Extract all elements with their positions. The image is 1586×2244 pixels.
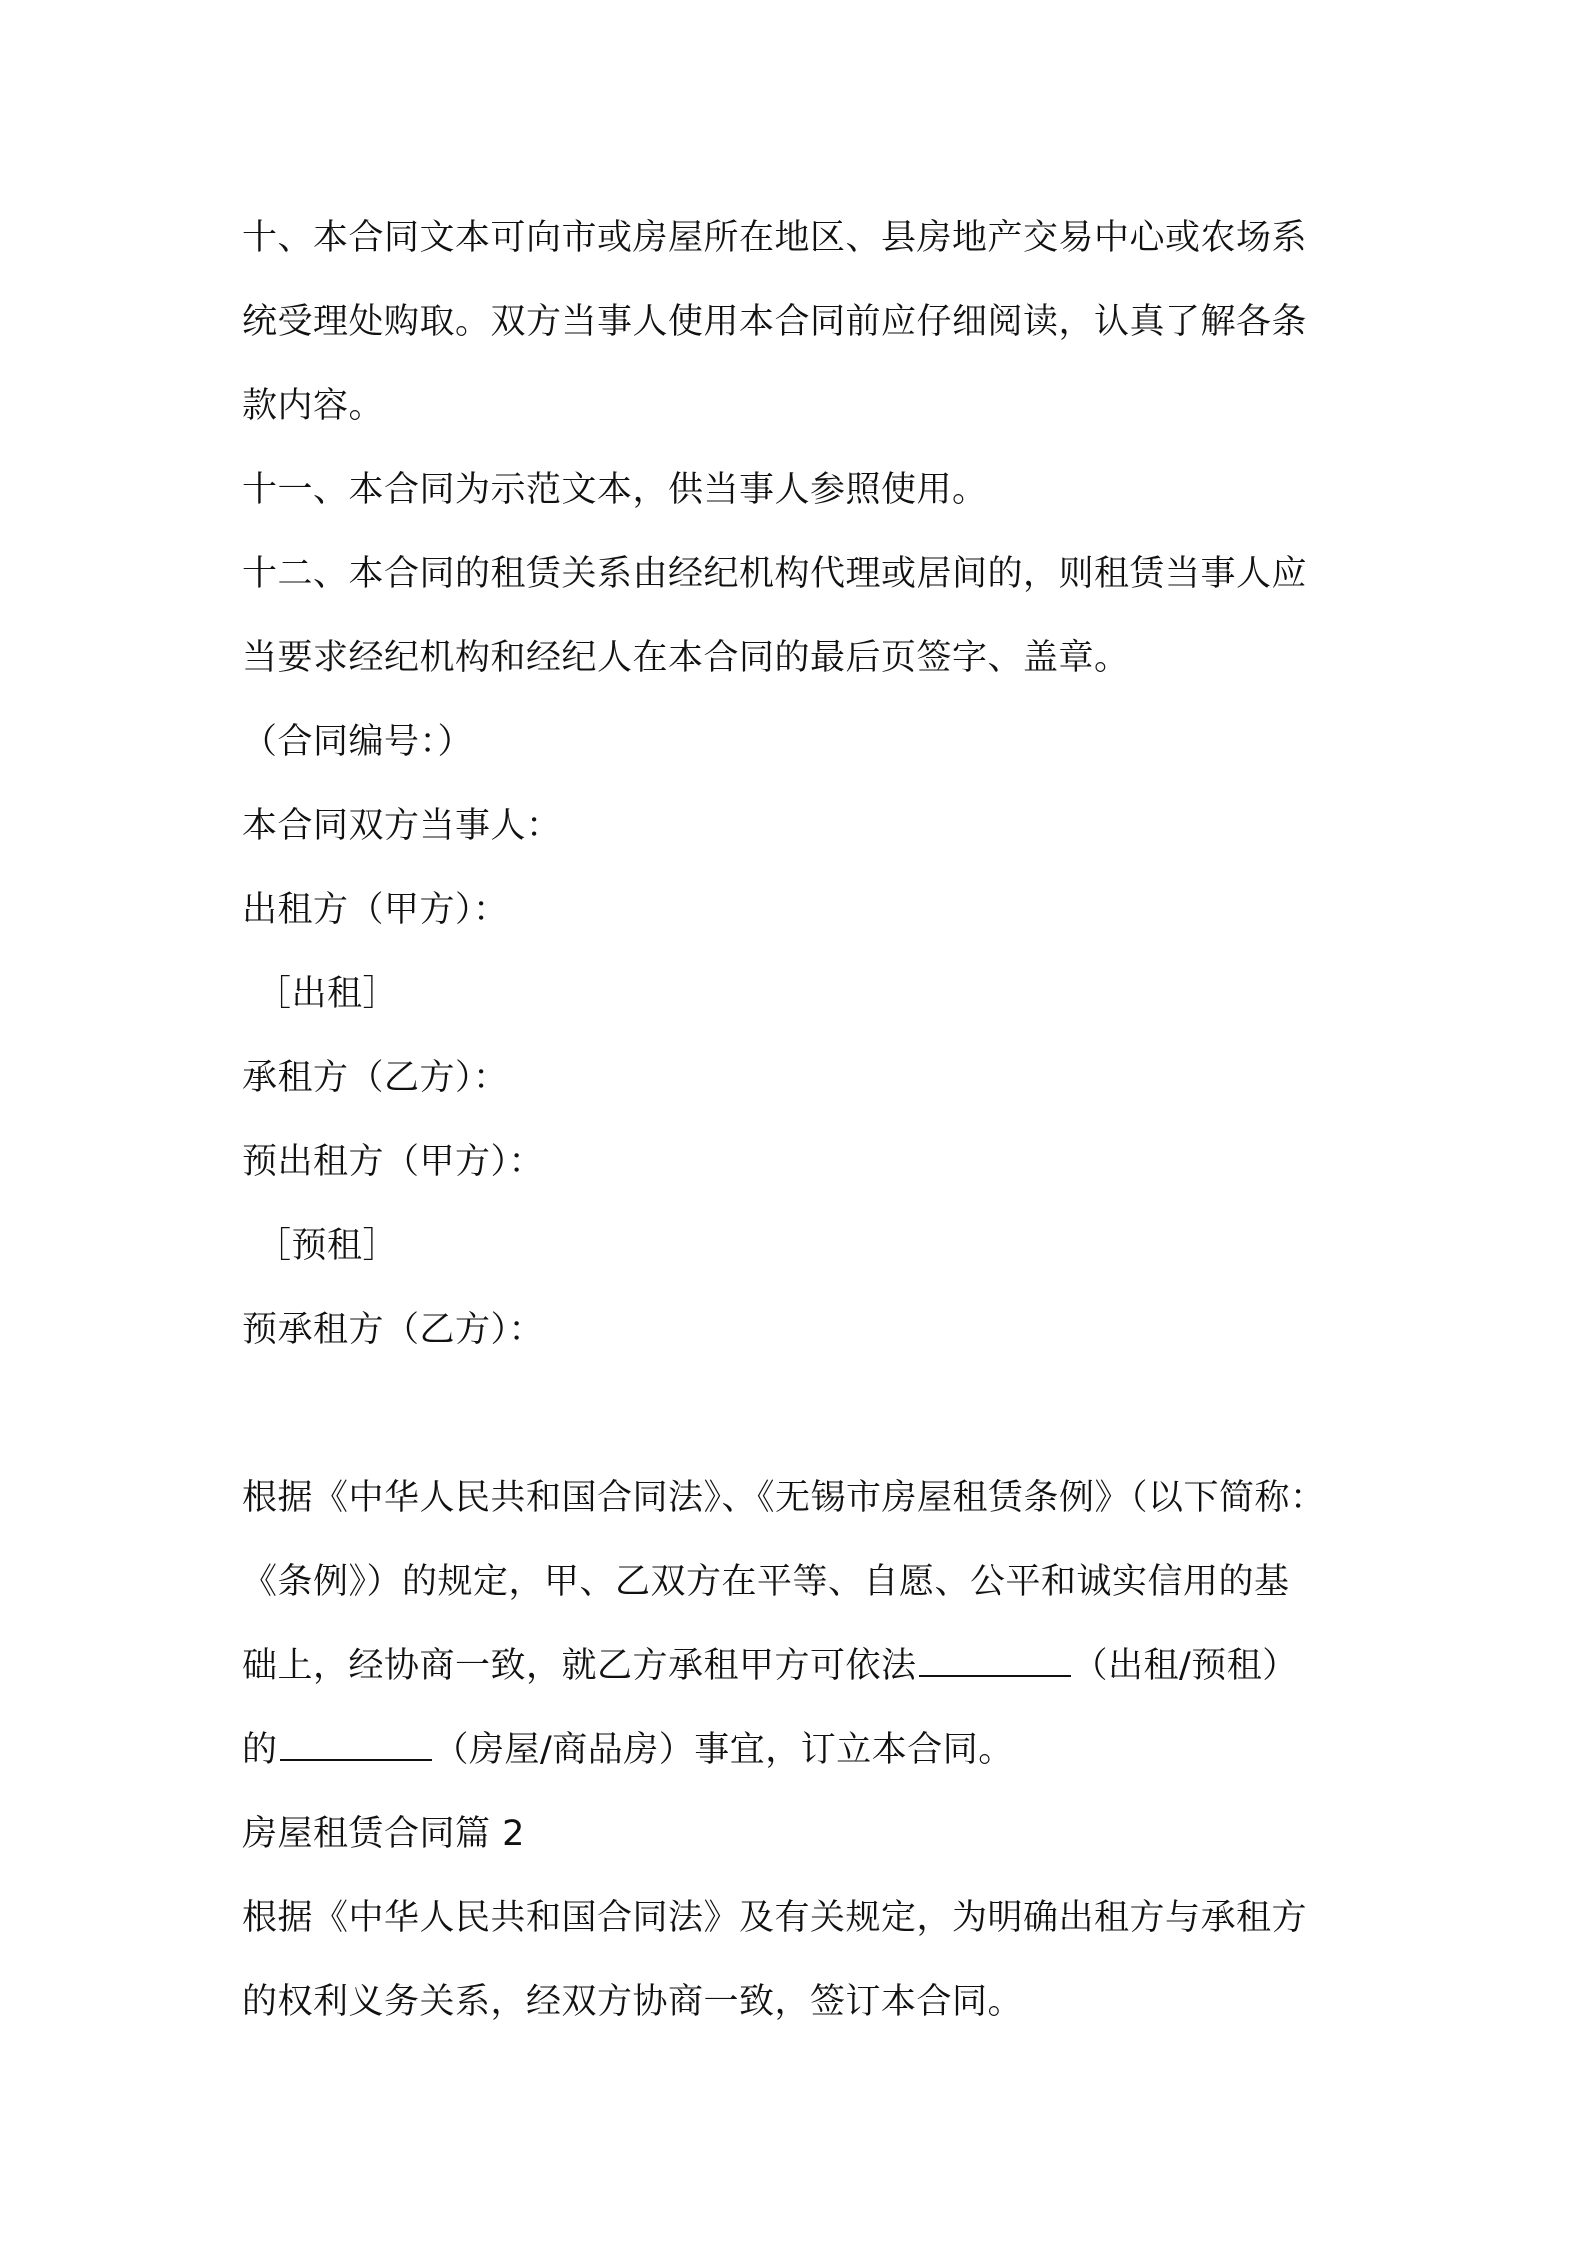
parties-heading: 本合同双方当事人： (242, 806, 562, 846)
clause-12-line-1: 十二、本合同的租赁关系由经纪机构代理或居间的，则租赁当事人应 (242, 554, 1308, 594)
preamble-line-1: 根据《中华人民共和国合同法》、《无锡市房屋租赁条例》（以下简称： (242, 1478, 1326, 1518)
lessor-label: 出租方（甲方）： (242, 890, 509, 930)
clause-12-line-2: 当要求经纪机构和经纪人在本合同的最后页签字、盖章。 (242, 638, 1130, 678)
contract-number: （合同编号：） (242, 722, 474, 762)
clause-10-line-3: 款内容。 (242, 386, 385, 426)
paragraph-gap (242, 1372, 1362, 1456)
lease-bracket-label: ［出租］ (256, 974, 399, 1014)
preamble-line-4-suffix: （房屋/商品房）事宜，订立本合同。 (433, 1730, 1014, 1770)
clause-10-line-2: 统受理处购取。双方当事人使用本合同前应仔细阅读，认真了解各条 (242, 302, 1308, 342)
closing-line-2: 的权利义务关系，经双方协商一致，签订本合同。 (242, 1982, 1024, 2022)
fill-in-blank-lease-type[interactable] (919, 1645, 1071, 1677)
document-body (242, 196, 1362, 2044)
preamble-line-3-suffix: （出租/预租） (1072, 1646, 1298, 1686)
preamble-line-3-text: 础上，经协商一致，就乙方承租甲方可依法 (242, 1646, 917, 1686)
preamble-line-4 (242, 1708, 1362, 1792)
closing-line-1: 根据《中华人民共和国合同法》及有关规定，为明确出租方与承租方 (242, 1898, 1308, 1938)
pre-lessee-label: 预承租方（乙方）： (242, 1310, 545, 1350)
lessee-label: 承租方（乙方）： (242, 1058, 509, 1098)
fill-in-blank-property[interactable] (280, 1729, 432, 1761)
preamble-line-2: 《条例》）的规定，甲、乙双方在平等、自愿、公平和诚实信用的基 (242, 1562, 1290, 1602)
section-title: 房屋租赁合同篇 2 (242, 1814, 525, 1854)
preamble-line-3 (242, 1624, 1362, 1708)
pre-lease-bracket-label: ［预租］ (256, 1226, 399, 1266)
preamble-line-4-text: 的 (242, 1730, 278, 1770)
clause-11: 十一、本合同为示范文本，供当事人参照使用。 (242, 470, 988, 510)
pre-lessor-label: 预出租方（甲方）： (242, 1142, 545, 1182)
clause-10-line-1: 十、本合同文本可向市或房屋所在地区、县房地产交易中心或农场系 (242, 218, 1308, 258)
